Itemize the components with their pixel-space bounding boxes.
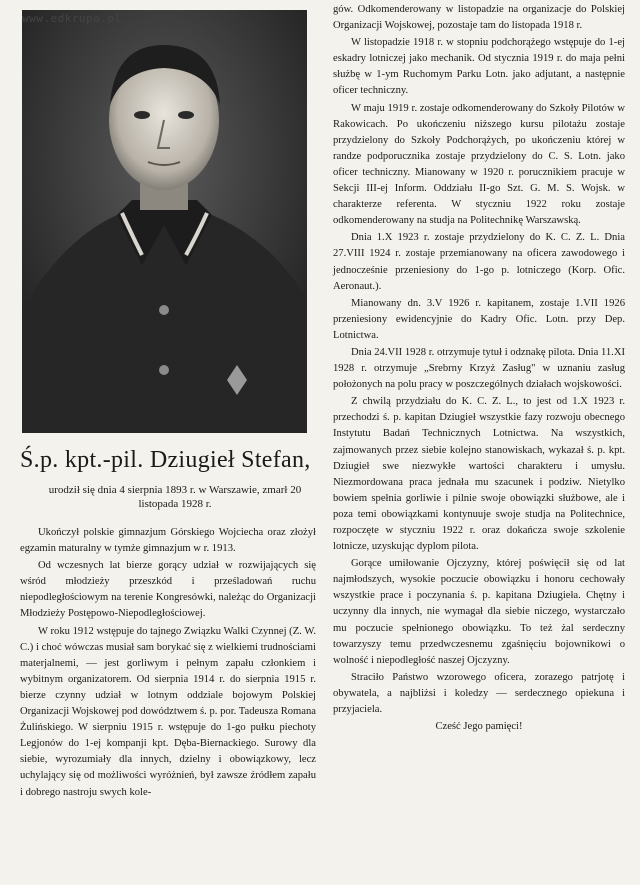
left-column bbox=[20, 525, 316, 802]
paragraph: Straciło Państwo wzorowego oficera, zorazego patrjotę i obywatela, a najbliżsi i koledzy — serdecznego opiekuna i przyjaciela. bbox=[333, 671, 625, 716]
closing-line: Cześć Jego pamięci! bbox=[435, 721, 523, 733]
paragraph: Gorące umiłowanie Ojczyzny, której poświęcił się od lat najmłodszych, wysokie poczucie obowiązku i honoru cechowały wszystkie prace i poczynania ś. p. kapitana Dziugieła. Chętny i uczynny dla innych, nie wymagał dla siebie niczego, wystarczało mu poczucie spełnionego obowiązku. To też żal serdeczny towarzyszy temu przedwczesnemu zgaśnięciu bojownikowi o wolność i niepodległość naszej Ojczyzny. bbox=[333, 558, 625, 666]
paragraph: W maju 1919 r. zostaje odkomenderowany do Szkoły Pilotów w Rakowicach. Po ukończeniu niższego kursu pilotażu zostaje przydzielony do Szkoły Podchorążych, po ukończeniu której w randze podporucznika zostaje przydzielony do C. S. Lotn. jako oficer techniczny. Mianowany w 1920 r. porucznikiem pracuje w Sekcji III-ej Inform. Oddziału II-go Szt. G. M. S. Wojsk. w charakterze referenta. W styczniu 1922 roku zostaje odkomenderowany na studja na Politechnikę Warszawską. bbox=[333, 102, 625, 227]
paragraph: gów. Odkomenderowany w listopadzie na organizacje do Polskiej Organizacji Wojskowej, pozostaje tam do listopada 1918 r. bbox=[333, 4, 625, 32]
paragraph: Od wczesnych lat bierze gorący udział w rozwijających się wśród młodzieży przeszkód i prześladowań ruchu niepodległościowym na terenie Kongresówki, należąc do Organizacji Młodzieży Postępowo-Niepodległościowej. bbox=[20, 560, 316, 620]
paragraph: Dnia 24.VII 1928 r. otrzymuje tytuł i odznakę pilota. Dnia 11.XI 1928 r. otrzymuje „Srebrny Krzyż Zasług" w uznaniu zasług położonych na polu pracy w poszczególnych działach wojskowości. bbox=[333, 346, 625, 391]
right-column bbox=[333, 2, 625, 736]
paragraph: Dnia 1.X 1923 r. zostaje przydzielony do K. C. Z. L. Dnia 27.VIII 1924 r. zostaje przemianowany na oficera zawodowego i jednocześnie przeniesiony do 1-go p. lotniczego (Korp. Ofic. Aeronaut.). bbox=[333, 232, 625, 292]
watermark-text: www.edkrupa.pl bbox=[22, 12, 122, 25]
paragraph: Ukończył polskie gimnazjum Górskiego Wojciecha oraz złożył egzamin maturalny w tymże gimnazjum w r. 1913. bbox=[20, 527, 316, 555]
birth-death-subtitle: urodził się dnia 4 sierpnia 1893 r. w Warszawie, zmarł 20 listopada 1928 r. bbox=[48, 484, 302, 510]
portrait-photo bbox=[22, 10, 307, 433]
paragraph: W listopadzie 1918 r. w stopniu podchorążego wstępuje do 1-ej eskadry lotniczej jako mechanik. Od stycznia 1919 r. do maja pełni służbę w 1-ym Ruchomym Parku Lotn. jako adjutant, a następnie oficer techniczny. bbox=[333, 37, 625, 97]
paragraph: Z chwilą przydziału do K. C. Z. L., to jest od 1.X 1923 r. przechodzi ś. p. kapitan Dziugieł wszystkie fazy rozwoju obecnego Instytutu Badań Technicznych Lotnictwa. Na wszystkich, zajmowanych przez siebie kolejno stanowiskach, wykazał ś. p. kpt. Dziugieł swe niezwykłe wartości charakteru i umysłu. Niezmordowana praca jednała mu szacunek i podziw. Nietylko bowiem spełnia gorliwie i pilnie swoje obowiązki służbowe, ale i poza temi obowiązkami kontynuuje swoje studja na Politechnice, rozpoczęte w styczniu 1922 r. oraz dokańcza swoje szkolenie lotnicze, uzyskując dyplom pilota. bbox=[333, 396, 625, 553]
paragraph: Mianowany dn. 3.V 1926 r. kapitanem, zostaje 1.VII 1926 przeniesiony ewidencyjnie do Kadry Ofic. Lotn. przy Dep. Lotnictwa. bbox=[333, 297, 625, 341]
obituary-heading: Ś.p. kpt.-pil. Dziugieł Stefan, bbox=[20, 447, 311, 473]
portrait-image bbox=[22, 10, 307, 433]
paragraph: W roku 1912 wstępuje do tajnego Związku Walki Czynnej (Z. W. C.) i choć wówczas musiał sam borykać się z wielkiemi trudnościami materjalnemi, — jest gorliwym i pełnym zapału członkiem i wybitnym organizatorem. Od sierpnia 1914 r. do sierpnia 1915 r. bierze czynny udział w lotnym oddziale bojowym Polskiej Organizacji Wojskowej pod dowództwem ś. p. por. Tadeusza Romana Żulińskiego. W sierpniu 1915 r. wstępuje do 1-go pułku piechoty Legjonów do 1-ej kompanji kpt. Dęba-Biernackiego. Surowy dla siebie, wyrozumiały dla innych, dzielny i obowiązkowy, lecz uchylający się od możliwości wyróżnień, był zawsze źródłem zapału i dobrego nastroju swych kole- bbox=[20, 625, 316, 798]
